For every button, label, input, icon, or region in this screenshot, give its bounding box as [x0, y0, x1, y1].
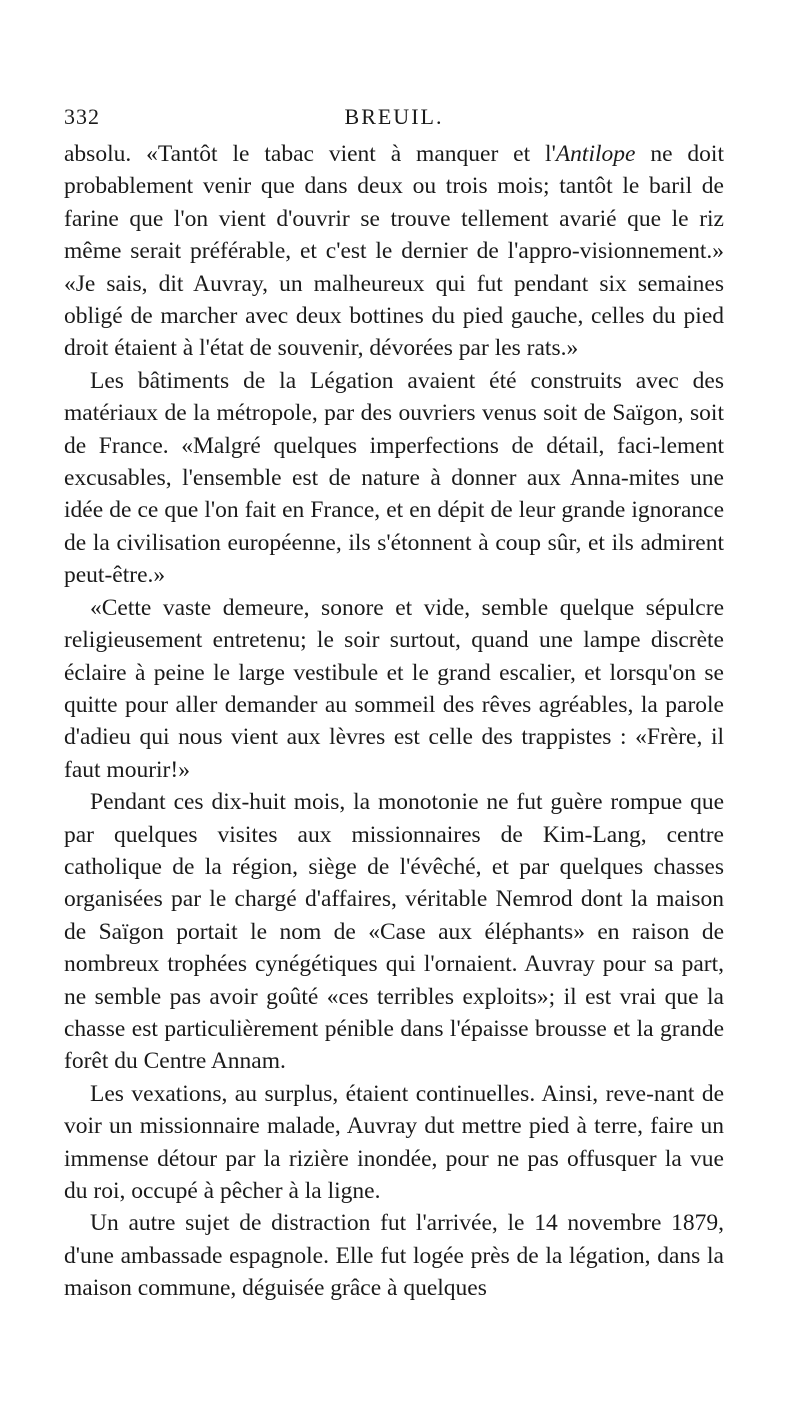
ship-name-antilope: Antilope	[555, 141, 636, 167]
body-text	[64, 138, 724, 1305]
paragraph-1-part-1: absolu. «Tantôt le tabac vient à manquer et l'	[64, 141, 556, 167]
paragraph-1	[64, 138, 724, 365]
paragraph-3: «Cette vaste demeure, sonore et vide, semble quelque sépulcre religieusement entretenu; le soir surtout, quand une lampe discrète éclaire à peine le large vestibule et le grand escalier, et lorsqu'on se quitte pour aller demander au sommeil des rêves agréables, la parole d'adieu qui nous vient aux lèvres est celle des trappistes : «Frère, il faut mourir!»	[64, 594, 724, 783]
paragraph-4: Pendant ces dix-huit mois, la monotonie ne fut guère rompue que par quelques visites aux missionnaires de Kim-Lang, centre catholique de la région, siège de l'évêché, et par quelques chasses organisées par le chargé d'affaires, véritable Nemrod dont la maison de Saïgon portait le nom de «Case aux éléphants» en raison de nombreux trophées cynégétiques qui l'ornaient. Auvray pour sa part, ne semble pas avoir goûté «ces terribles exploits»; il est vrai que la chasse est particulièrement pénible dans l'épaisse brousse et la grande forêt du Centre Annam.	[64, 789, 724, 1075]
paragraph-2: Les bâtiments de la Légation avaient été construits avec des matériaux de la métropole, par des ouvriers venus soit de Saïgon, soit de France. «Malgré quelques imperfections de détail, faci-lement excusables, l'ensemble est de nature à donner aux Anna-mites une idée de ce que l'on fait en France, et en dépit de leur grande ignorance de la civilisation européenne, ils s'étonnent à coup sûr, et ils admirent peut-être.»	[64, 367, 724, 589]
book-page	[64, 104, 724, 1305]
paragraph-5: Les vexations, au surplus, étaient continuelles. Ainsi, reve-nant de voir un missionnaire malade, Auvray dut mettre pied à terre, faire un immense détour par la rizière inondée, pour ne pas offusquer la vue du roi, occupé à pêcher à la ligne.	[64, 1080, 724, 1204]
paragraph-6: Un autre sujet de distraction fut l'arrivée, le 14 novembre 1879, d'une ambassade espagnole. Elle fut logée près de la légation, dans la maison commune, déguisée grâce à quelques	[64, 1210, 724, 1302]
page-number: 332	[64, 104, 100, 129]
paragraph-1-part-2: ne doit probablement venir que dans deux ou trois mois; tantôt le baril de farine que l'on vient d'ouvrir se trouve tellement avarié que le riz même serait préférable, et c'est le dernier de l'appro-visionnement.» «Je sais, dit Auvray, un malheureux qui fut pendant six semaines obligé de marcher avec deux bottines du pied gauche, celles du pied droit étaient à l'état de souvenir, dévorées par les rats.»	[64, 141, 724, 362]
running-title: BREUIL.	[344, 104, 444, 129]
running-head	[64, 104, 724, 138]
